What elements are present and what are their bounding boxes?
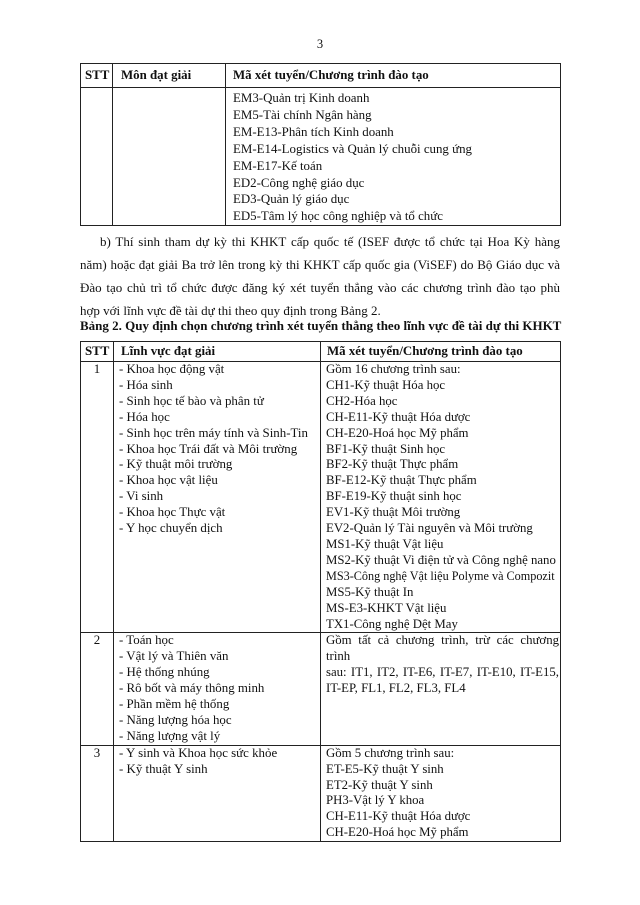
program-item: PH3-Vật lý Y khoa [326, 793, 425, 808]
program-item: MS1-Kỹ thuật Vật liệu [326, 536, 444, 551]
program-item: ET2-Kỹ thuật Y sinh [326, 777, 433, 792]
field-cell [114, 633, 321, 745]
program-item: BF-E19-Kỹ thuật sinh học [326, 489, 462, 504]
table-2-row-1 [81, 362, 561, 633]
field-item: - Kỹ thuật Y sinh [119, 761, 208, 776]
program-item: ED2-Công nghệ giáo dục [233, 175, 365, 190]
program-note-line: sau: IT1, IT2, IT-E6, IT-E7, IT-E10, IT-E15, [326, 665, 559, 680]
program-item: CH-E11-Kỹ thuật Hóa dược [326, 409, 471, 424]
field-cell [114, 362, 321, 633]
table-1-row [81, 88, 561, 226]
program-item: CH2-Hóa học [326, 393, 398, 408]
table-1-header-programs: Mã xét tuyển/Chương trình đào tạo [226, 64, 561, 88]
field-item: - Khoa học vật liệu [119, 473, 218, 488]
table-1-header-subject: Môn đạt giải [113, 64, 226, 88]
paragraph-line: hợp với lĩnh vực đề tài dự thi theo quy định trong Bảng 2. [80, 303, 381, 318]
program-note-line: Gồm tất cả chương trình, trừ các chương trình [326, 633, 559, 664]
program-item: CH-E11-Kỹ thuật Hóa dược [326, 809, 471, 824]
field-item: - Rô bốt và máy thông minh [119, 681, 265, 696]
paragraph-line: b) Thí sinh tham dự kỳ thi KHKT cấp quốc tế (ISEF được tổ chức tại Hoa Kỳ hàng [100, 234, 560, 249]
field-item: - Khoa học Trái đất và Môi trường [119, 441, 298, 456]
table-1-stt-cell [81, 88, 113, 226]
field-item: - Khoa học Thực vật [119, 505, 226, 520]
field-item: - Phần mềm hệ thống [119, 697, 230, 712]
program-note-line: IT-EP, FL1, FL2, FL3, FL4 [326, 681, 466, 696]
programs-cell [321, 633, 561, 745]
program-item: CH-E20-Hoá học Mỹ phẩm [326, 825, 469, 840]
program-item: EM-E13-Phân tích Kinh doanh [233, 124, 394, 139]
program-intro: Gồm 5 chương trình sau: [326, 745, 455, 760]
program-item: EM-E17-Kế toán [233, 158, 323, 173]
field-cell [114, 745, 321, 841]
table-1-programs-cell [226, 88, 561, 226]
field-item: - Vật lý và Thiên văn [119, 649, 229, 664]
field-item: - Hóa sinh [119, 377, 173, 392]
stt-cell: 1 [81, 362, 114, 633]
field-item: - Y sinh và Khoa học sức khỏe [119, 745, 278, 760]
program-item: ET-E5-Kỹ thuật Y sinh [326, 761, 444, 776]
table-1-subject-cell [113, 88, 226, 226]
field-item: - Năng lượng vật lý [119, 728, 221, 743]
table-1-header-stt: STT [81, 64, 113, 88]
program-item: EV1-Kỹ thuật Môi trường [326, 505, 461, 520]
table-2-title: Bảng 2. Quy định chọn chương trình xét tuyển thẳng theo lĩnh vực đề tài dự thi KHKT [80, 318, 562, 333]
table-2-header-field: Lĩnh vực đạt giải [114, 342, 321, 362]
table-1-continued [80, 63, 561, 226]
program-item: BF-E12-Kỹ thuật Thực phẩm [326, 473, 477, 488]
program-item: MS2-Kỹ thuật Vi điện tử và Công nghệ nano [326, 552, 556, 567]
field-item: - Kỹ thuật môi trường [119, 457, 233, 472]
field-item: - Sinh học tế bào và phân tử [119, 393, 264, 408]
programs-cell [321, 362, 561, 633]
program-item: MS-E3-KHKT Vật liệu [326, 600, 447, 615]
program-item: EV2-Quản lý Tài nguyên và Môi trường [326, 521, 533, 536]
stt-cell: 2 [81, 633, 114, 745]
field-item: - Khoa học động vật [119, 362, 225, 376]
program-item: TX1-Công nghệ Dệt May [326, 616, 458, 631]
stt-cell: 3 [81, 745, 114, 841]
program-item: MS5-Kỹ thuật In [326, 584, 414, 599]
program-item: EM5-Tài chính Ngân hàng [233, 107, 372, 122]
field-item: - Hệ thống nhúng [119, 665, 210, 680]
field-item: - Sinh học trên máy tính và Sinh-Tin [119, 425, 308, 440]
programs-cell [321, 745, 561, 841]
program-item: EM-E14-Logistics và Quản lý chuỗi cung ứng [233, 141, 472, 156]
table-2 [80, 341, 561, 842]
paragraph-line: năm) hoặc đạt giải Ba trở lên trong kỳ thi KHKT cấp quốc gia (ViSEF) do Bộ Giáo dục và [80, 257, 560, 272]
program-intro: Gồm 16 chương trình sau: [326, 362, 461, 376]
table-2-header-row [81, 342, 561, 362]
program-item: BF2-Kỹ thuật Thực phẩm [326, 457, 459, 472]
field-item: - Toán học [119, 633, 174, 648]
paragraph-line: Đào tạo chủ trì tổ chức được đăng ký xét tuyển thẳng vào các chương trình đào tạo phù [80, 280, 560, 295]
program-item: BF1-Kỹ thuật Sinh học [326, 441, 446, 456]
program-item: ED3-Quản lý giáo dục [233, 192, 350, 207]
page-number: 3 [316, 37, 324, 51]
field-item: - Năng lượng hóa học [119, 712, 232, 727]
table-2-row-3 [81, 745, 561, 841]
table-2-row-2 [81, 633, 561, 745]
table-2-header-stt: STT [81, 342, 114, 362]
program-item: MS3-Công nghệ Vật liệu Polyme và Compozit [326, 568, 555, 583]
program-item: ED5-Tâm lý học công nghiệp và tổ chức [233, 209, 443, 224]
program-item: EM3-Quản trị Kinh doanh [233, 91, 370, 105]
field-item: - Vi sinh [119, 489, 164, 504]
table-2-header-programs: Mã xét tuyển/Chương trình đào tạo [321, 342, 561, 362]
field-item: - Hóa học [119, 409, 170, 424]
table-1-header-row [81, 64, 561, 88]
program-item: CH-E20-Hoá học Mỹ phẩm [326, 425, 469, 440]
program-item: CH1-Kỹ thuật Hóa học [326, 377, 446, 392]
field-item: - Y học chuyển dịch [119, 521, 223, 536]
paragraph-b [80, 230, 560, 322]
